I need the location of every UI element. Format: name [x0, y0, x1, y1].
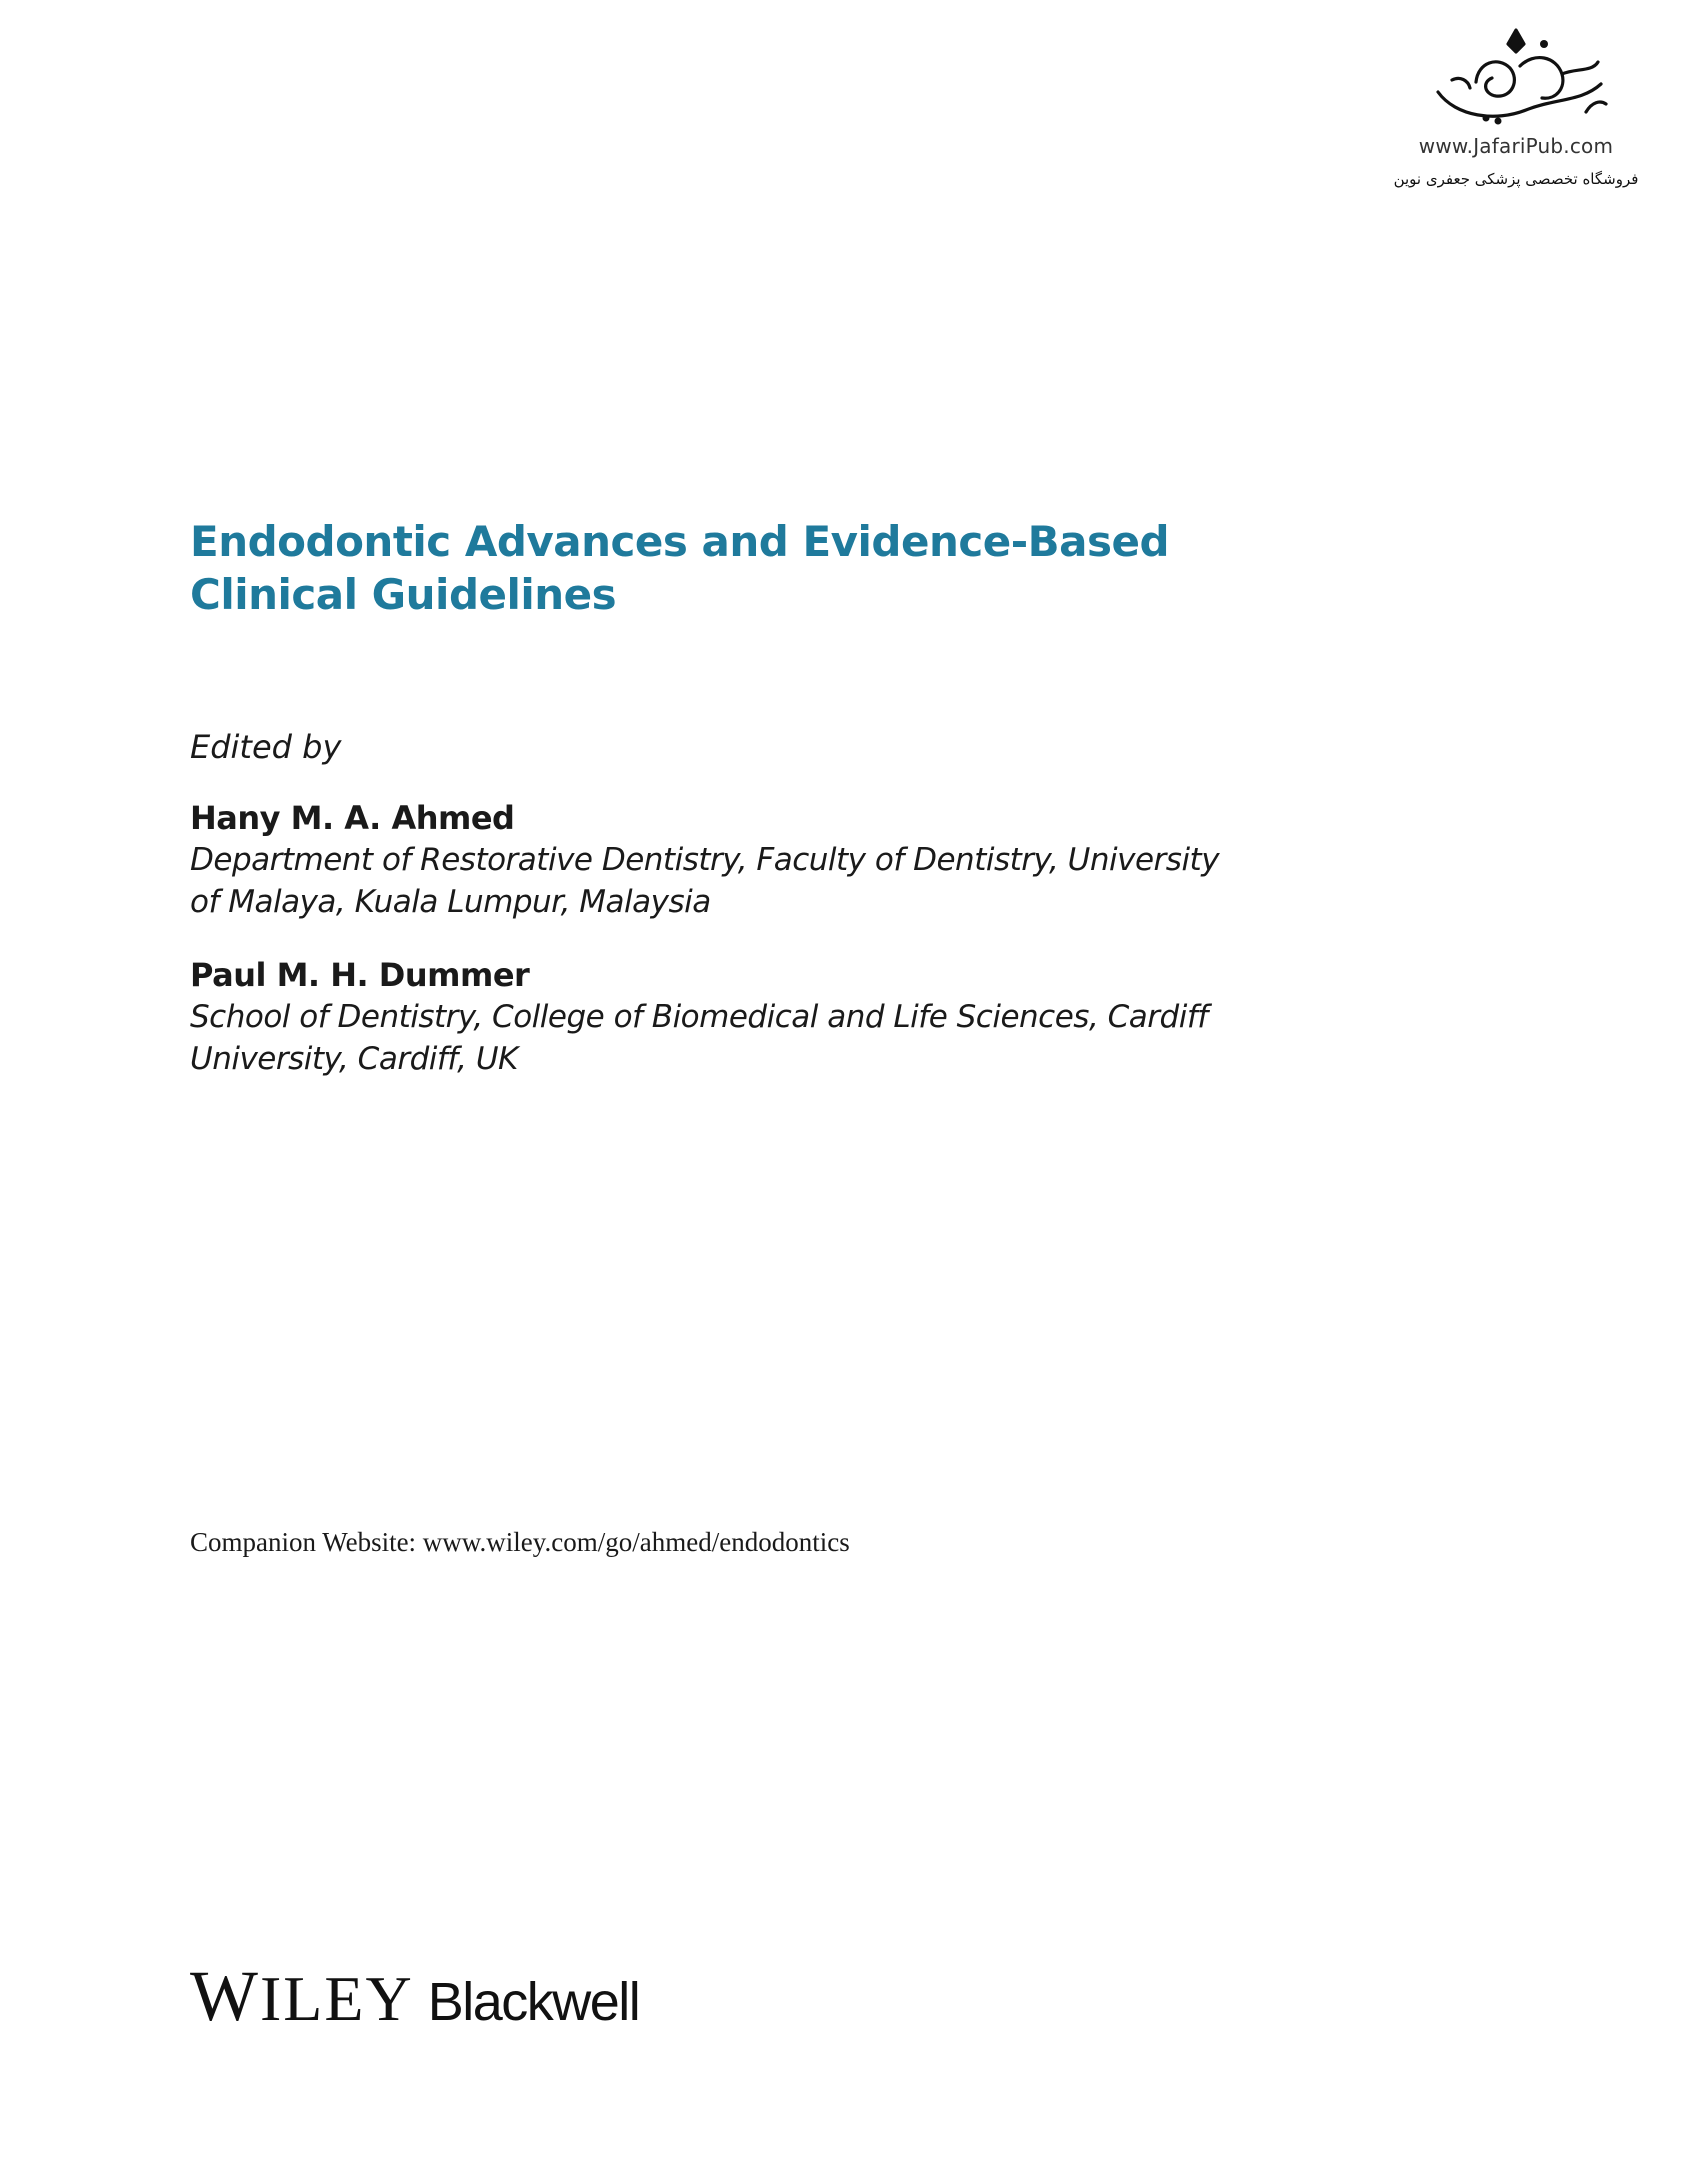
watermark-url: www.JafariPub.com — [1418, 134, 1614, 158]
editor-affiliation: Department of Restorative Dentistry, Faculty of Dentistry, University of Malaya, Kuala Lumpur, Malaysia — [190, 842, 1220, 920]
wiley-initial: W — [190, 1956, 260, 2036]
editor-entry — [190, 797, 1340, 923]
wiley-rest: ILEY — [259, 1963, 414, 2034]
editor-affiliation: School of Dentistry, College of Biomedical and Life Sciences, Cardiff University, Cardiff, UK — [190, 999, 1208, 1077]
wiley-wordmark — [190, 1955, 414, 2038]
editor-name: Paul M. H. Dummer — [190, 956, 530, 994]
blackwell-wordmark: Blackwell — [427, 1972, 640, 2032]
companion-website: Companion Website: www.wiley.com/go/ahmed/endodontics — [190, 1527, 850, 1557]
edited-by-label: Edited by — [190, 728, 342, 766]
book-title: Endodontic Advances and Evidence-Based Clinical Guidelines — [190, 517, 1170, 619]
calligraphy-logo-icon — [1416, 22, 1616, 132]
editor-name: Hany M. A. Ahmed — [190, 799, 515, 837]
publisher-logo — [190, 1955, 639, 2038]
editor-entry — [190, 954, 1340, 1080]
watermark-tagline: فروشگاه تخصصی پزشکی جعفری نوین — [1393, 170, 1639, 188]
publisher-watermark — [1371, 22, 1661, 188]
